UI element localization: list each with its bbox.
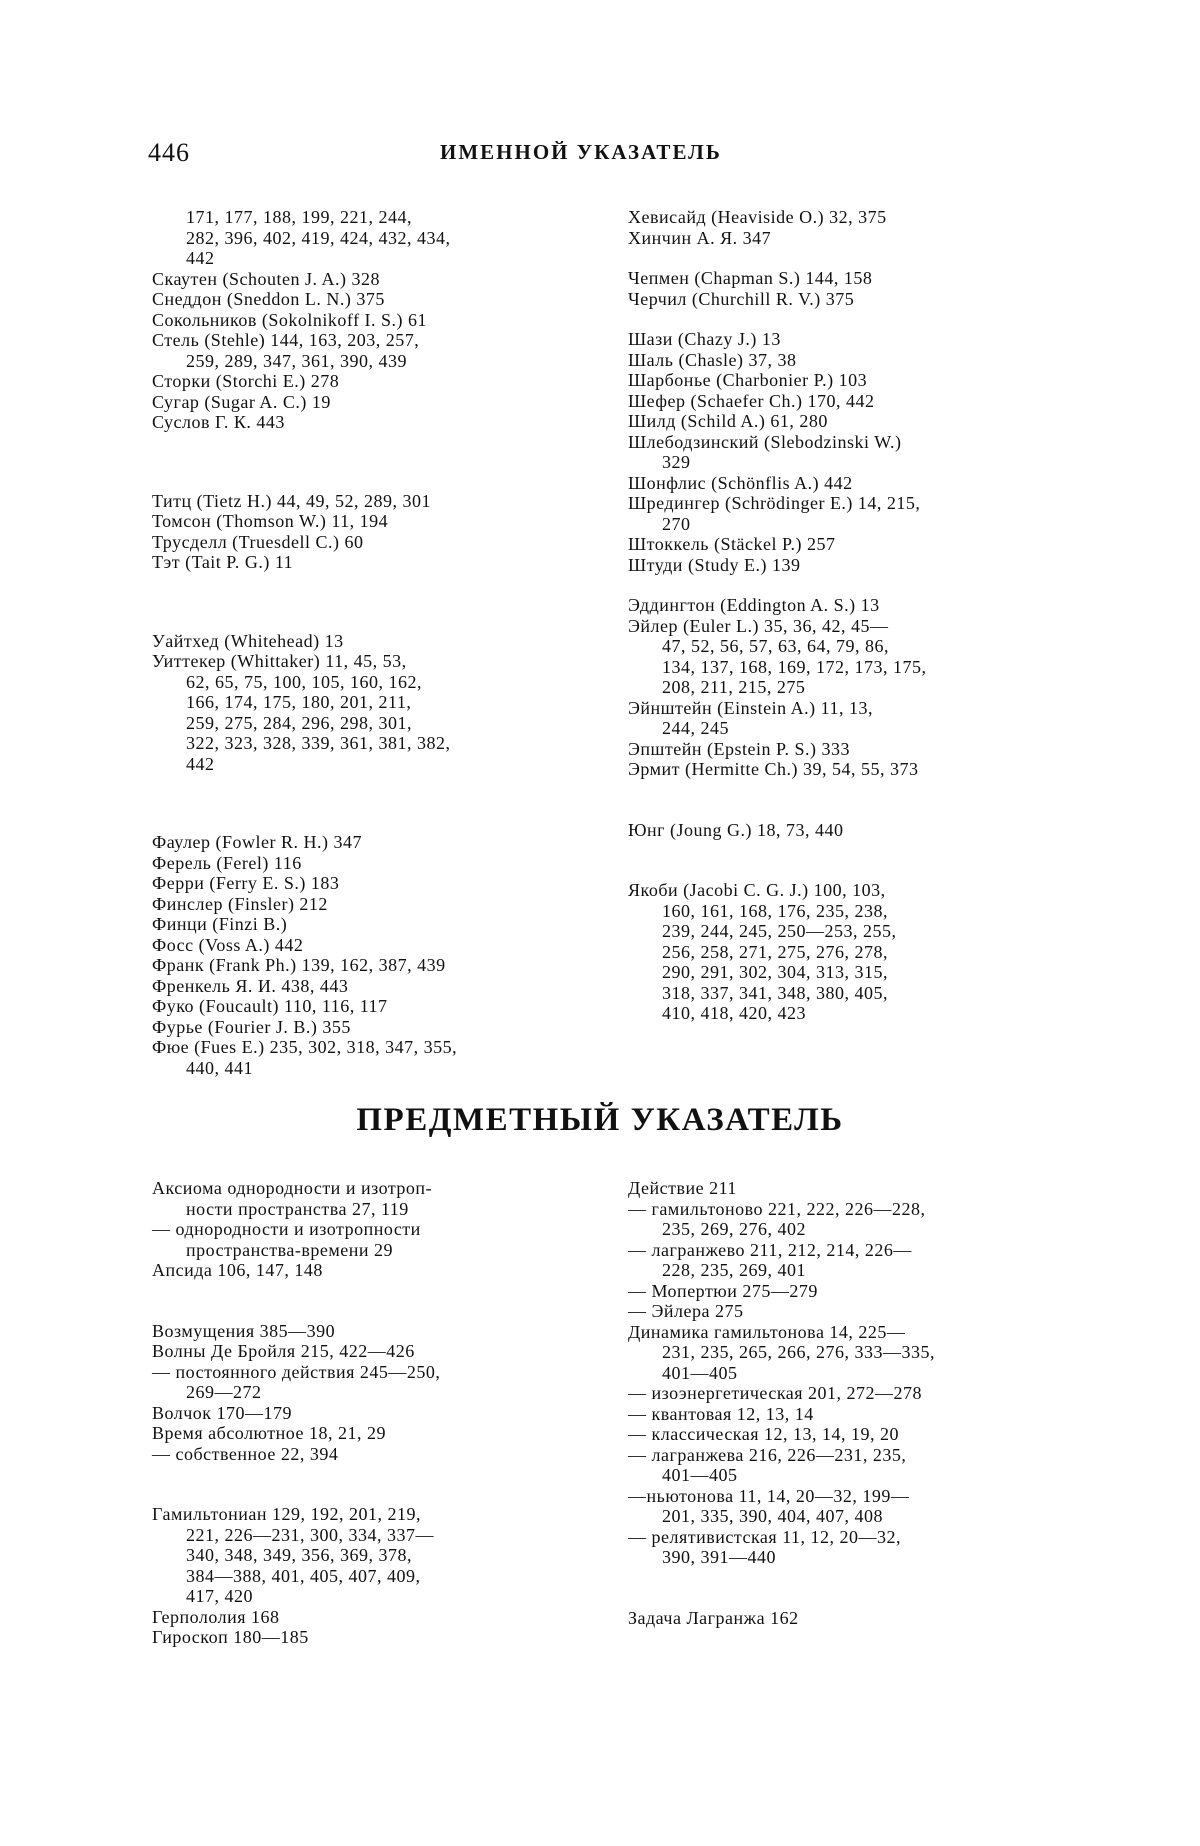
name-index-right-column [628, 207, 1056, 1024]
index-entry-line: Эйлер (Euler L.) 35, 36, 42, 45— [628, 615, 889, 636]
index-entry-line: Волчок 170—179 [152, 1402, 293, 1423]
index-entry-continuation-line: 390, 391—440 [662, 1547, 776, 1567]
index-entry-line: Франк (Frank Ph.) 139, 162, 387, 439 [152, 955, 446, 975]
index-entry [152, 955, 582, 976]
index-entry-line: Задача Лагранжа 162 [628, 1607, 799, 1628]
index-entry [628, 555, 1056, 576]
index-entry-line: Сторки (Storchi E.) 278 [152, 371, 340, 391]
index-entry-line: Титц (Tietz H.) 44, 49, 52, 289, 301 [152, 490, 432, 511]
index-entry-continuation-line: 442 [186, 753, 215, 774]
index-entry [152, 1444, 592, 1465]
page-number: 446 [148, 138, 190, 167]
index-entry-line: Френкель Я. И. 438, 443 [152, 975, 349, 996]
index-entry-line: Шонфлис (Schönflis A.) 442 [628, 472, 853, 493]
index-entry-continuation-line: 208, 211, 215, 275 [662, 677, 806, 697]
index-entry [152, 1607, 592, 1628]
index-entry-line: Герпололия 168 [152, 1606, 280, 1627]
index-entry-line: — постоянного действия 245—250, [152, 1361, 441, 1382]
index-entry-continuation-line: 166, 174, 175, 180, 201, 211, [186, 692, 412, 712]
index-entry [628, 329, 1056, 350]
index-entry-line: Эйнштейн (Einstein A.) 11, 13, [628, 697, 873, 718]
index-entry [628, 698, 1056, 739]
index-entry [152, 914, 582, 935]
index-entry-line: Ферель (Ferel) 116 [152, 852, 302, 873]
index-entry-line: — собственное 22, 394 [152, 1443, 339, 1464]
index-entry [152, 1504, 592, 1607]
index-entry-line: — лагранжева 216, 226—231, 235, [628, 1444, 907, 1465]
index-entry-line: Фюе (Fues E.) 235, 302, 318, 347, 355, [152, 1037, 458, 1057]
index-entry [152, 976, 582, 997]
index-entry-line: Шефер (Schaefer Ch.) 170, 442 [628, 390, 875, 411]
index-entry [152, 310, 582, 331]
index-entry-continuation-line: ности пространства 27, 119 [186, 1198, 409, 1219]
index-entry-continuation-line: 329 [662, 452, 691, 472]
index-entry-line: Чепмен (Chapman S.) 144, 158 [628, 268, 873, 288]
index-entry [152, 832, 582, 853]
index-entry [628, 880, 1056, 1024]
index-entry-line: Динамика гамильтонова 14, 225— [628, 1321, 906, 1342]
index-entry-line: —ньютонова 11, 14, 20—32, 199— [628, 1485, 910, 1506]
index-entry-line: Эддингтон (Eddington A. S.) 13 [628, 595, 880, 615]
index-entry-line: Гамильтониан 129, 192, 201, 219, [152, 1504, 421, 1524]
index-entry [152, 207, 582, 269]
index-entry [152, 552, 582, 573]
index-entry [152, 269, 582, 290]
index-entry-line: Штоккель (Stäckel P.) 257 [628, 534, 836, 554]
index-entry-line: Черчил (Churchill R. V.) 375 [628, 288, 855, 309]
index-entry-line: Хинчин А. Я. 347 [628, 227, 772, 248]
index-entry-line: Сугар (Sugar A. C.) 19 [152, 391, 331, 412]
index-entry-continuation-line: 401—405 [662, 1465, 738, 1485]
index-entry [628, 289, 1056, 310]
index-entry [152, 289, 582, 310]
index-entry-continuation-line: 282, 396, 402, 419, 424, 432, 434, [186, 227, 451, 248]
index-entry [628, 1608, 1058, 1629]
index-entry-line: Аксиома однородности и изотроп- [152, 1178, 433, 1198]
index-entry-line: Фаулер (Fowler R. H.) 347 [152, 832, 362, 852]
index-entry-continuation-line: пространства-времени 29 [186, 1239, 394, 1260]
index-entry-line: Юнг (Joung G.) 18, 73, 440 [628, 819, 844, 840]
index-entry-line: Финци (Finzi B.) [152, 914, 288, 934]
index-entry-continuation-line: 160, 161, 168, 176, 235, 238, [662, 900, 888, 921]
index-entry [152, 853, 582, 874]
index-entry-continuation-line: 221, 226—231, 300, 334, 337— [186, 1524, 434, 1545]
index-entry [152, 491, 582, 512]
index-entry [628, 493, 1056, 534]
index-entry [152, 1178, 592, 1219]
index-entry [628, 1322, 1058, 1384]
index-entry-continuation-line: 62, 65, 75, 100, 105, 160, 162, [186, 671, 422, 692]
index-entry-line: Фурье (Fourier J. B.) 355 [152, 1016, 351, 1037]
index-entry-line: — релятивистская 11, 12, 20—32, [628, 1526, 902, 1547]
index-entry [152, 412, 582, 433]
subject-index-right-column [628, 1178, 1058, 1628]
index-entry [152, 894, 582, 915]
index-entry-line: Возмущения 385—390 [152, 1320, 336, 1341]
index-entry [152, 631, 582, 652]
index-entry [628, 207, 1056, 228]
index-entry-line: Волны Де Бройля 215, 422—426 [152, 1341, 415, 1361]
index-entry-line: Уиттекер (Whittaker) 11, 45, 53, [152, 651, 407, 671]
index-entry-line: Суслов Г. К. 443 [152, 412, 285, 432]
index-entry-line: — однородности и изотропности [152, 1219, 421, 1239]
index-entry [152, 1260, 592, 1281]
index-entry-line: Сокольников (Sokolnikoff I. S.) 61 [152, 309, 428, 330]
index-entry-line: Трусделл (Truesdell C.) 60 [152, 531, 364, 552]
index-entry-line: Апсида 106, 147, 148 [152, 1260, 323, 1280]
index-entry-line: Томсон (Thomson W.) 11, 194 [152, 511, 389, 531]
index-entry [628, 534, 1056, 555]
running-title: ИМЕННОЙ УКАЗАТЕЛЬ [440, 140, 722, 164]
index-entry [628, 370, 1056, 391]
index-entry-continuation-line: 259, 275, 284, 296, 298, 301, [186, 712, 412, 733]
index-entry-continuation-line: 417, 420 [186, 1586, 253, 1606]
index-entry-line: — изоэнергетическая 201, 272—278 [628, 1383, 923, 1403]
index-entry-line: — Эйлера 275 [628, 1301, 744, 1321]
index-entry-line: Уайтхед (Whitehead) 13 [152, 630, 344, 651]
index-entry-continuation-line: 270 [662, 513, 691, 534]
index-entry-continuation-line: 256, 258, 271, 275, 276, 278, [662, 941, 888, 962]
index-entry-line: — гамильтоново 221, 222, 226—228, [628, 1198, 926, 1219]
index-entry [628, 595, 1056, 616]
index-entry-continuation-line: 231, 235, 265, 266, 276, 333—335, [662, 1342, 935, 1362]
index-entry-continuation-line: 322, 323, 328, 339, 361, 381, 382, [186, 733, 451, 753]
index-entry [628, 1240, 1058, 1281]
index-entry-line: Тэт (Tait P. G.) 11 [152, 552, 294, 572]
index-entry-line: Шлебодзинский (Slebodzinski W.) [628, 431, 902, 452]
index-entry-line: Снеддон (Sneddon L. N.) 375 [152, 289, 385, 309]
index-entry-line: — квантовая 12, 13, 14 [628, 1403, 814, 1424]
index-entry-continuation-line: 244, 245 [662, 718, 729, 738]
index-entry-line: Шредингер (Schrödinger E.) 14, 215, [628, 493, 921, 513]
index-entry-continuation-line: 259, 289, 347, 361, 390, 439 [186, 350, 407, 371]
index-entry-line: Действие 211 [628, 1178, 737, 1198]
index-entry-line: Шарбонье (Charbonier P.) 103 [628, 370, 868, 390]
index-entry [152, 935, 582, 956]
index-entry-continuation-line: 47, 52, 56, 57, 63, 64, 79, 86, [662, 636, 889, 656]
index-entry [152, 1423, 592, 1444]
index-entry [628, 1445, 1058, 1486]
index-entry [152, 1037, 582, 1078]
index-entry-line: Якоби (Jacobi C. G. J.) 100, 103, [628, 880, 886, 900]
index-entry [628, 473, 1056, 494]
index-entry-line: Эпштейн (Epstein P. S.) 333 [628, 738, 851, 759]
section-heading: ПРЕДМЕТНЫЙ УКАЗАТЕЛЬ [356, 1102, 844, 1138]
index-entry-continuation-line: 239, 244, 245, 250—253, 255, [662, 921, 897, 941]
index-entry [628, 1178, 1058, 1199]
index-entry [152, 651, 582, 774]
index-entry-continuation-line: 269—272 [186, 1382, 262, 1402]
index-entry [628, 1404, 1058, 1425]
index-entry-continuation-line: 401—405 [662, 1362, 738, 1383]
index-entry [628, 268, 1056, 289]
index-entry-continuation-line: 442 [186, 248, 215, 268]
index-entry-line: Ферри (Ferry E. S.) 183 [152, 873, 340, 893]
index-entry [628, 1424, 1058, 1445]
index-entry-line: Штуди (Study E.) 139 [628, 554, 801, 575]
index-entry-continuation-line: 318, 337, 341, 348, 380, 405, [662, 982, 888, 1003]
index-entry-line: Фосс (Voss A.) 442 [152, 934, 304, 955]
index-entry-line: Хевисайд (Heaviside O.) 32, 375 [628, 207, 887, 227]
index-entry [628, 391, 1056, 412]
index-entry [152, 873, 582, 894]
index-entry-continuation-line: 340, 348, 349, 356, 369, 378, [186, 1545, 412, 1565]
index-entry [152, 371, 582, 392]
index-entry-line: 171, 177, 188, 199, 221, 244, [186, 207, 412, 227]
index-entry [152, 1341, 592, 1362]
index-entry [152, 532, 582, 553]
index-entry-continuation-line: 384—388, 401, 405, 407, 409, [186, 1565, 421, 1586]
index-entry [152, 1627, 592, 1648]
index-entry-continuation-line: 201, 335, 390, 404, 407, 408 [662, 1506, 883, 1526]
index-entry [628, 739, 1056, 760]
index-entry [152, 392, 582, 413]
index-entry-line: Шази (Chazy J.) 13 [628, 329, 781, 349]
index-entry-line: Эрмит (Hermitte Ch.) 39, 54, 55, 373 [628, 759, 919, 779]
index-entry-continuation-line: 235, 269, 276, 402 [662, 1219, 806, 1239]
index-entry [628, 616, 1056, 698]
index-entry-line: Гироскоп 180—185 [152, 1627, 309, 1647]
index-entry [628, 1486, 1058, 1527]
index-entry [628, 1383, 1058, 1404]
index-entry [152, 1403, 592, 1424]
index-entry-continuation-line: 440, 441 [186, 1057, 253, 1078]
index-entry-line: — классическая 12, 13, 14, 19, 20 [628, 1424, 900, 1444]
index-entry-continuation-line: 290, 291, 302, 304, 313, 315, [662, 962, 888, 982]
index-entry [628, 350, 1056, 371]
index-entry-continuation-line: 410, 418, 420, 423 [662, 1003, 806, 1023]
index-entry-continuation-line: 134, 137, 168, 169, 172, 173, 175, [662, 656, 927, 677]
index-entry-line: Стель (Stehle) 144, 163, 203, 257, [152, 330, 420, 350]
index-entry [152, 511, 582, 532]
index-entry [628, 820, 1056, 841]
index-entry-line: Время абсолютное 18, 21, 29 [152, 1423, 386, 1443]
index-entry [628, 1281, 1058, 1302]
index-entry [628, 1301, 1058, 1322]
index-entry-line: Фуко (Foucault) 110, 116, 117 [152, 996, 388, 1016]
index-entry-line: Финслер (Finsler) 212 [152, 893, 328, 914]
index-entry-continuation-line: 228, 235, 269, 401 [662, 1260, 806, 1280]
index-entry-line: Шилд (Schild A.) 61, 280 [628, 411, 828, 431]
index-entry [628, 411, 1056, 432]
index-entry [628, 1527, 1058, 1568]
index-entry-line: — лагранжево 211, 212, 214, 226— [628, 1239, 912, 1260]
index-entry-line: — Мопертюи 275—279 [628, 1280, 818, 1301]
index-entry [152, 330, 582, 371]
subject-index-left-column [152, 1178, 592, 1648]
index-entry [152, 1362, 592, 1403]
index-entry-line: Шаль (Chasle) 37, 38 [628, 349, 797, 370]
index-entry [628, 759, 1056, 780]
index-entry-line: Скаутен (Schouten J. A.) 328 [152, 268, 381, 289]
index-entry [152, 1321, 592, 1342]
index-entry [628, 228, 1056, 249]
name-index-left-column [152, 207, 582, 1078]
index-entry [152, 1017, 582, 1038]
index-entry [152, 996, 582, 1017]
index-entry [152, 1219, 592, 1260]
index-entry [628, 1199, 1058, 1240]
index-entry [628, 432, 1056, 473]
